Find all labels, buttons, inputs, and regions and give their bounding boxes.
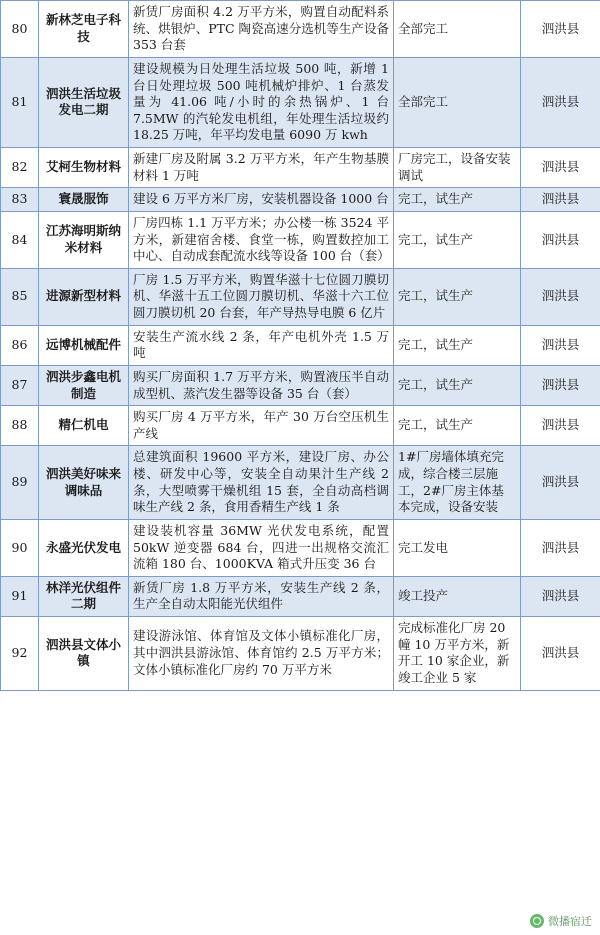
project-status: 竣工投产 [394,576,521,616]
wechat-badge-icon [530,914,544,928]
project-status: 完工，试生产 [394,188,521,212]
project-description: 建设装机容量 36MW 光伏发电系统，配置 50kW 逆变器 684 台，四进一出规格交流汇流箱 180 台、1000KVA 箱式升压变 36 台 [129,519,394,576]
row-number: 81 [1,57,39,147]
project-name: 泗洪县文体小镇 [39,617,129,691]
project-status: 完工，试生产 [394,268,521,325]
project-status: 完工，试生产 [394,211,521,268]
project-county: 泗洪县 [521,148,600,188]
row-number: 90 [1,519,39,576]
project-status: 全部完工 [394,1,521,58]
project-name: 远博机械配件 [39,325,129,365]
row-number: 88 [1,406,39,446]
row-number: 92 [1,617,39,691]
table-row [1,365,600,405]
table-row [1,268,600,325]
watermark [530,913,592,929]
project-county: 泗洪县 [521,57,600,147]
project-county: 泗洪县 [521,406,600,446]
row-number: 86 [1,325,39,365]
project-county: 泗洪县 [521,446,600,520]
project-county: 泗洪县 [521,211,600,268]
project-name: 泗洪步鑫电机制造 [39,365,129,405]
project-county: 泗洪县 [521,365,600,405]
table-row [1,325,600,365]
table-row [1,406,600,446]
project-name: 永盛光伏发电 [39,519,129,576]
project-status: 完工，试生产 [394,365,521,405]
project-status: 完成标准化厂房 20 幢 10 万平方米，新开工 10 家企业，新竣工企业 5 家 [394,617,521,691]
table-row [1,1,600,58]
project-county: 泗洪县 [521,617,600,691]
project-description: 建设游泳馆、体育馆及文体小镇标准化厂房，其中泗洪县游泳馆、体育馆约 2.5 万平方米；文体小镇标准化厂房约 70 万平方米 [129,617,394,691]
project-status: 完工，试生产 [394,325,521,365]
row-number: 89 [1,446,39,520]
project-status: 完工，试生产 [394,406,521,446]
project-description: 安装生产流水线 2 条，年产电机外壳 1.5 万吨 [129,325,394,365]
table-row [1,576,600,616]
project-name: 精仁机电 [39,406,129,446]
watermark-label: 微播宿迁 [548,915,592,928]
table-row [1,617,600,691]
table-row [1,211,600,268]
project-county: 泗洪县 [521,576,600,616]
project-county: 泗洪县 [521,1,600,58]
project-description: 建设规模为日处理生活垃圾 500 吨，新增 1 台日处理垃圾 500 吨机械炉排炉、1 台蒸发量为 41.06 吨/小时的余热锅炉、1 台 7.5MW 的汽轮发电机组，年处理生活垃圾约 18.25 万吨，年平均发电量 6090 万 kwh [129,57,394,147]
table-row [1,446,600,520]
table-row [1,188,600,212]
row-number: 82 [1,148,39,188]
table-row [1,57,600,147]
project-county: 泗洪县 [521,519,600,576]
project-county: 泗洪县 [521,325,600,365]
project-status: 厂房完工，设备安装调试 [394,148,521,188]
project-name: 林洋光伏组件二期 [39,576,129,616]
project-county: 泗洪县 [521,188,600,212]
project-status: 全部完工 [394,57,521,147]
project-county: 泗洪县 [521,268,600,325]
row-number: 80 [1,1,39,58]
project-description: 新赁厂房面积 4.2 万平方米，购置自动配料系统、烘银炉、PTC 陶瓷高速分选机等生产设备 353 台套 [129,1,394,58]
project-name: 寰晟服饰 [39,188,129,212]
project-name: 泗洪美好味来调味品 [39,446,129,520]
project-description: 购买厂房面积 1.7 万平方米，购置液压半自动成型机、蒸汽发生器等设备 35 台（套） [129,365,394,405]
projects-table-body [1,1,600,691]
row-number: 85 [1,268,39,325]
project-name: 江苏海明斯纳米材料 [39,211,129,268]
project-description: 厂房四栋 1.1 万平方米；办公楼一栋 3524 平方米，新建宿舍楼、食堂一栋，购置数控加工中心、自动成套配流水线等设备 100 台（套） [129,211,394,268]
row-number: 91 [1,576,39,616]
project-description: 总建筑面积 19600 平方米，建设厂房、办公楼、研发中心等，安装全自动果汁生产线 2 条，大型喷雾干燥机组 15 套，全自动高档调味生产线 2 条，食用香精生产线 1 条 [129,446,394,520]
table-row [1,519,600,576]
project-description: 建设 6 万平方米厂房，安装机器设备 1000 台 [129,188,394,212]
row-number: 87 [1,365,39,405]
project-name: 泗洪生活垃圾发电二期 [39,57,129,147]
project-description: 厂房 1.5 万平方米，购置华滋十七位圆刀膜切机、华滋十五工位圆刀膜切机、华滋十六工位圆刀膜切机 20 台套，年产导热导电膜 6 亿片 [129,268,394,325]
project-status: 完工发电 [394,519,521,576]
project-description: 新建厂房及附属 3.2 万平方米，年产生物基膜材料 1 万吨 [129,148,394,188]
row-number: 84 [1,211,39,268]
project-description: 新赁厂房 1.8 万平方米，安装生产线 2 条，生产全自动太阳能光伏组件 [129,576,394,616]
table-row [1,148,600,188]
project-description: 购买厂房 4 万平方米，年产 30 万台空压机生产线 [129,406,394,446]
project-name: 艾柯生物材料 [39,148,129,188]
project-name: 进源新型材料 [39,268,129,325]
row-number: 83 [1,188,39,212]
project-name: 新林芝电子科技 [39,1,129,58]
project-status: 1#厂房墙体填充完成，综合楼三层施工，2#厂房主体基本完成，设备安装 [394,446,521,520]
